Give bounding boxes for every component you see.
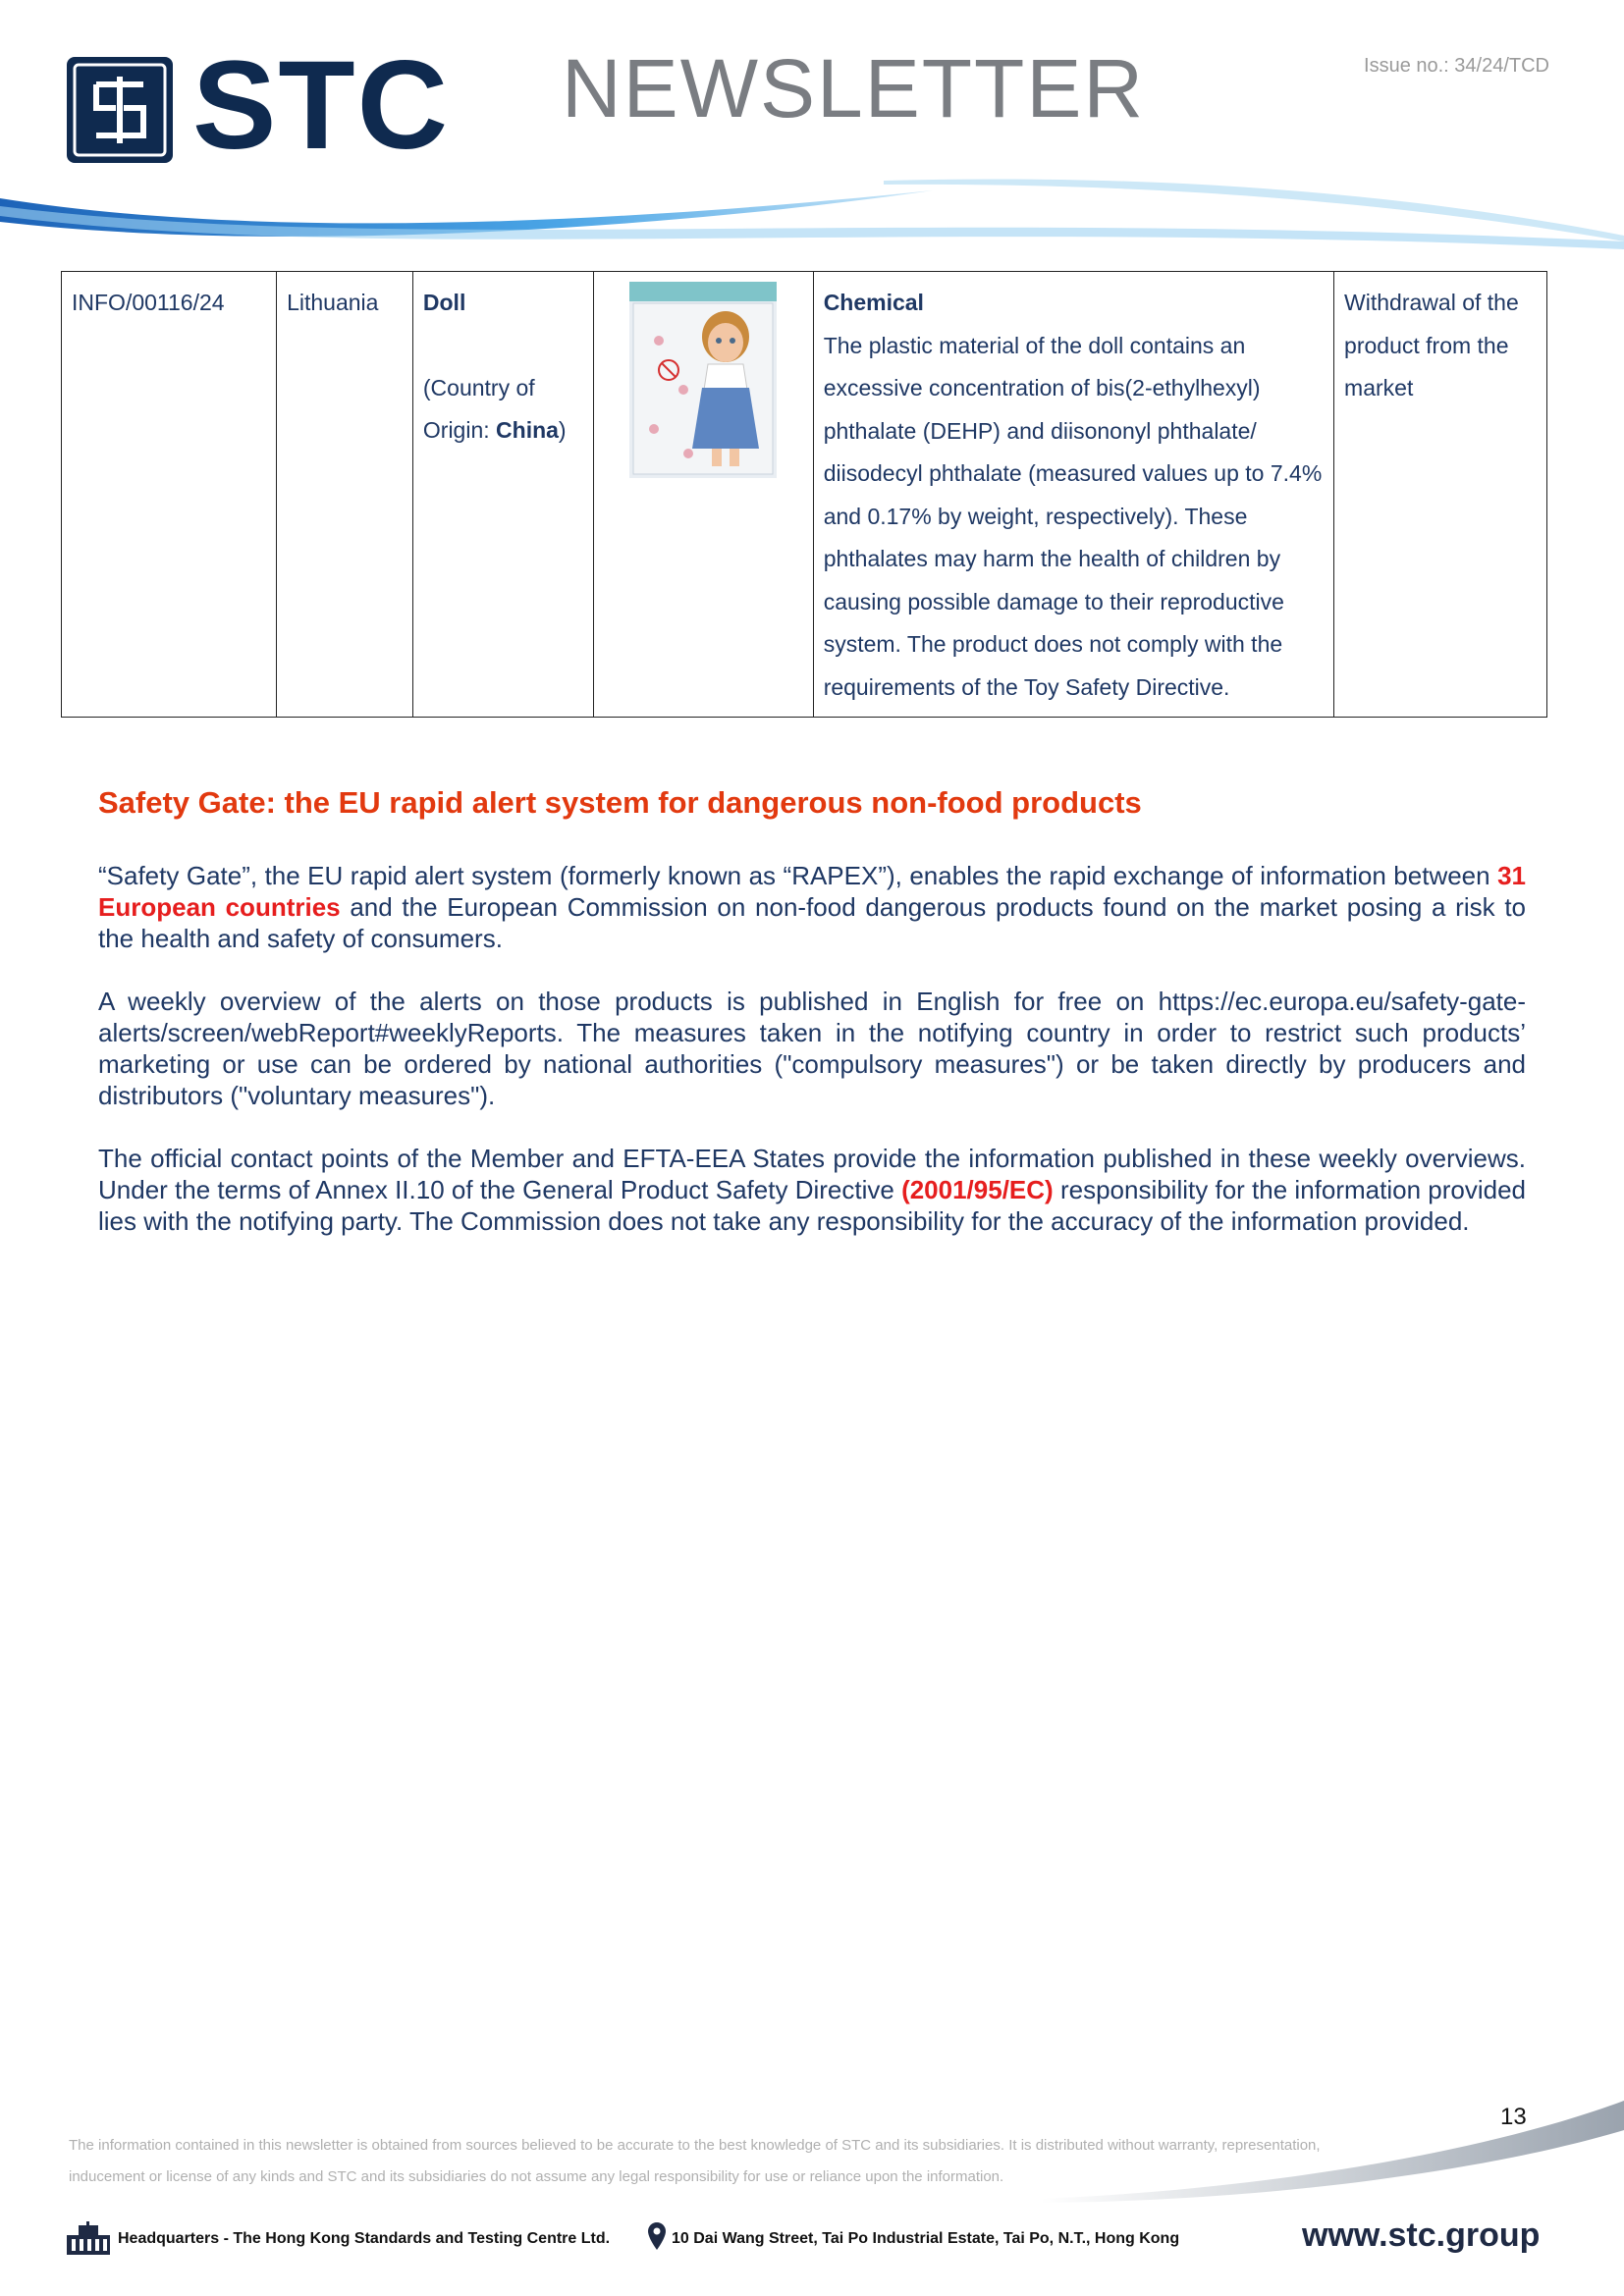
alert-country-text: Lithuania	[287, 290, 379, 315]
alert-measures	[1334, 272, 1547, 718]
alert-reference-text: INFO/00116/24	[72, 290, 225, 315]
safety-gate-paragraph-2: A weekly overview of the alerts on those products is published in English for free on https://ec.europa.eu/safety-gate-alerts/screen/webReport#weeklyReports. The measures taken in the notifying country in order to restrict such products’ marketing or use can be ordered by national authorities ("compulsory measures") or be taken directly by producers and distributors ("voluntary measures").	[98, 987, 1526, 1110]
p3-text-a: The official contact points of the Member and EFTA-EEA States provide the information published in these weekly overviews. Under the terms of Annex II.10 of the General Product Safety Directive	[98, 1144, 1526, 1204]
issue-number: Issue no.: 34/24/TCD	[1364, 55, 1549, 77]
page-number: 13	[1500, 2104, 1527, 2130]
risk-type: Chemical	[823, 290, 924, 315]
p1-text-b: and the European Commission on non-food dangerous products found on the market posing a risk to the health and safety of consumers.	[98, 892, 1526, 953]
header-swoosh	[0, 177, 1624, 265]
alert-product	[412, 272, 593, 718]
location-pin-icon	[648, 2222, 666, 2250]
alert-risk	[813, 272, 1333, 718]
safety-gate-paragraph-1	[98, 860, 1526, 954]
measures-text: Withdrawal of the product from the market	[1344, 290, 1519, 400]
product-name: Doll	[422, 290, 466, 315]
website-link[interactable]: www.stc.group	[1302, 2216, 1541, 2254]
p1-text-a: “Safety Gate”, the EU rapid alert system (formerly known as “RAPEX”), enables the rapid exchange of information between	[98, 861, 1498, 890]
table-row	[62, 272, 1547, 718]
alert-reference	[62, 272, 277, 718]
stc-logo-text: STC	[192, 35, 450, 176]
newsletter-title: NEWSLETTER	[562, 42, 1146, 134]
headquarters-label: Headquarters - The Hong Kong Standards and Testing Centre Ltd.	[118, 2230, 611, 2247]
alert-country	[277, 272, 413, 718]
safety-gate-heading: Safety Gate: the EU rapid alert system for dangerous non-food products	[98, 785, 1142, 820]
alert-image	[594, 272, 813, 718]
address-text: 10 Dai Wang Street, Tai Po Industrial Estate, Tai Po, N.T., Hong Kong	[672, 2230, 1180, 2247]
origin-prefix: (Country of Origin:	[422, 374, 535, 443]
p3-highlight: (2001/95/EC)	[901, 1175, 1054, 1204]
building-icon	[65, 2221, 112, 2257]
p3-text-b: responsibility for the information provided lies with the notifying party. The Commission does not take any responsibility for the accuracy of the information provided.	[98, 1175, 1526, 1236]
stc-logo-mark	[67, 57, 173, 163]
product-origin	[423, 367, 583, 453]
p1-highlight: 31 European countries	[98, 861, 1526, 922]
risk-description: The plastic material of the doll contains an excessive concentration of bis(2-ethylhexyl) phthalate (DEHP) and diisononyl phthalate/ diisodecyl phthalate (measured values up to 7.4% and 0.17% by weight, respectively). These phthalates may harm the health of children by causing possible damage to their reproductive system. The product does not comply with the requirements of the Toy Safety Directive.	[823, 332, 1323, 700]
origin-country: China	[496, 417, 559, 443]
safety-gate-paragraph-3	[98, 1143, 1526, 1237]
disclaimer-text: The information contained in this newsletter is obtained from sources believed to be accurate to the best knowledge of STC and its subsidiaries. It is distributed without warranty, representation, inducement or license of any kinds and STC and its subsidiaries do not assume any legal responsibility for use or reliance upon the information.	[69, 2137, 1321, 2185]
doll-photo	[629, 282, 777, 478]
alert-table	[61, 271, 1547, 718]
origin-suffix: )	[558, 417, 567, 443]
